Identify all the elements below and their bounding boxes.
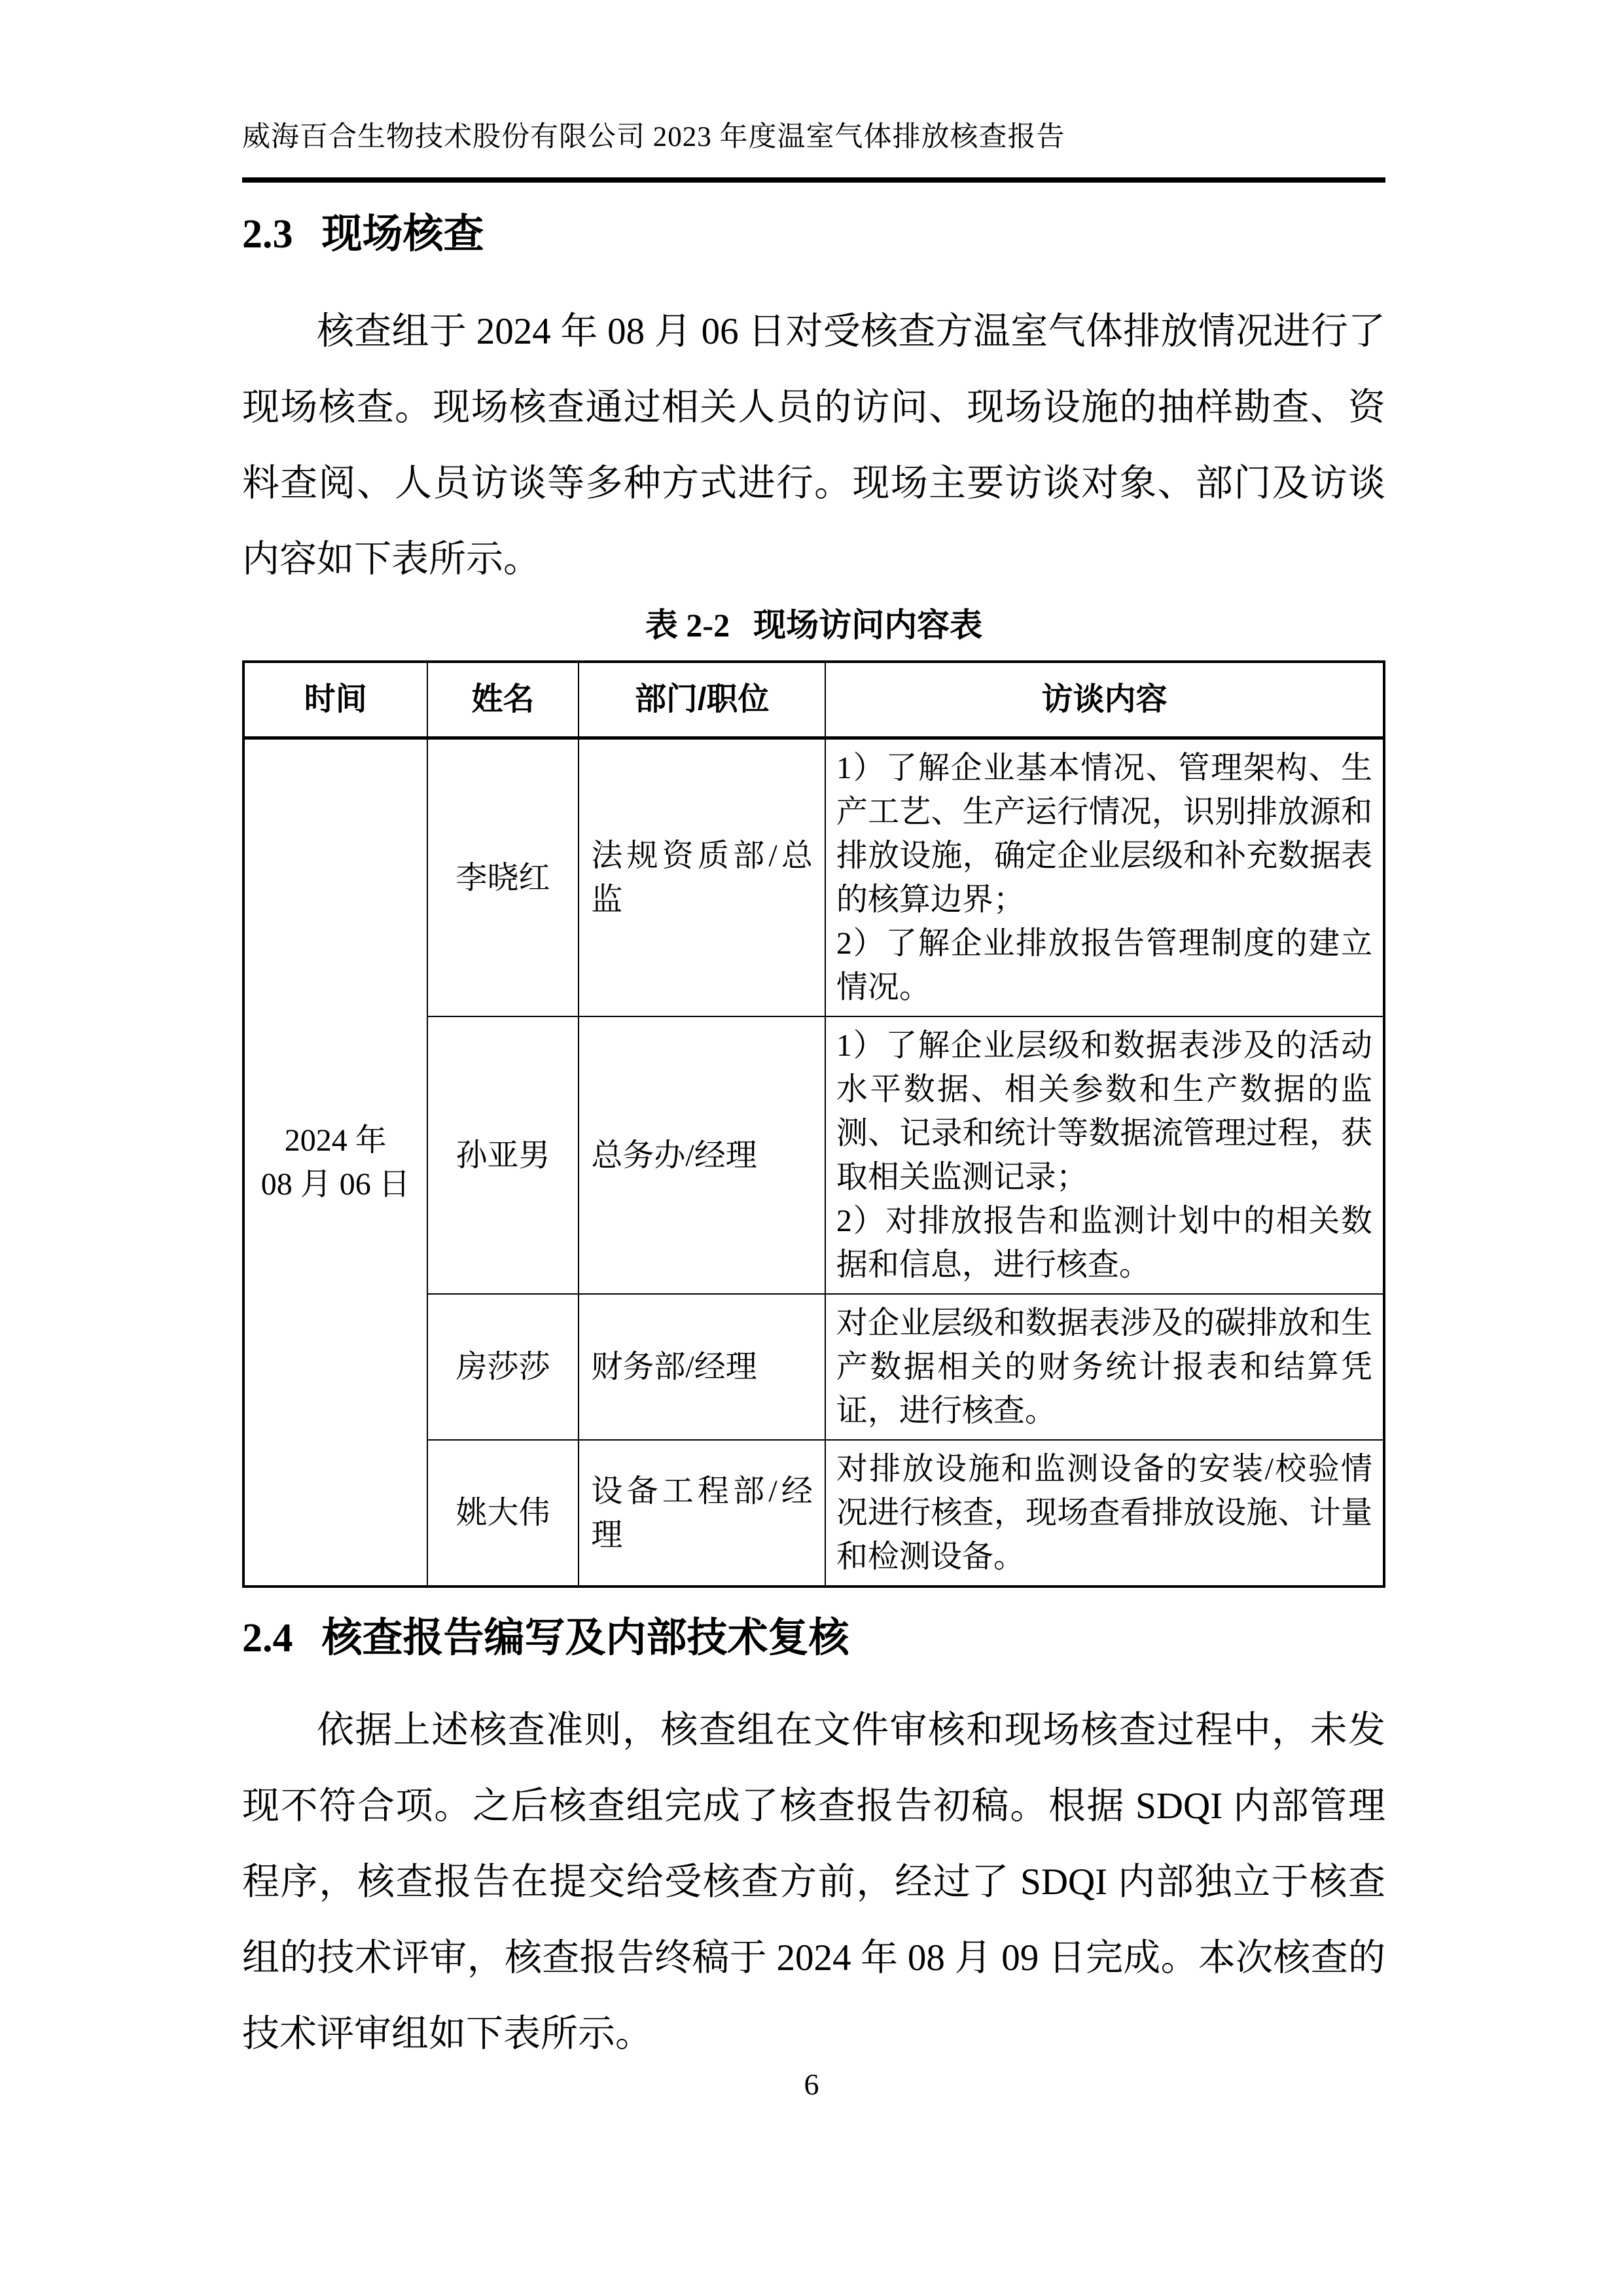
content-item: 2）了解企业排放报告管理制度的建立情况。 bbox=[836, 926, 1372, 1005]
content-item: 对企业层级和数据表涉及的碳排放和生产数据相关的财务统计报表和结算凭证，进行核查。 bbox=[836, 1306, 1372, 1428]
page-footer bbox=[0, 2067, 1623, 2102]
page-header bbox=[242, 0, 1385, 183]
table-caption bbox=[242, 604, 1385, 646]
site-visit-table bbox=[242, 660, 1385, 1588]
name-cell: 孙亚男 bbox=[427, 1016, 579, 1294]
page-number: 6 bbox=[804, 2068, 819, 2101]
header-rule bbox=[242, 177, 1385, 183]
name-cell: 房莎莎 bbox=[427, 1294, 579, 1440]
interview-content-cell bbox=[825, 738, 1384, 1017]
section-heading-2-4 bbox=[242, 1615, 1385, 1661]
content-item: 2）对排放报告和监测计划中的相关数据和信息，进行核查。 bbox=[836, 1204, 1372, 1282]
department-cell: 法规资质部/总监 bbox=[579, 738, 825, 1017]
name-cell: 李晓红 bbox=[427, 738, 579, 1017]
interview-content-cell bbox=[825, 1440, 1384, 1587]
paragraph-site-verification: 核查组于 2024 年 08 月 06 日对受核查方温室气体排放情况进行了现场核查。现场核查通过相关人员的访问、现场设施的抽样勘查、资料查阅、人员访谈等多种方式进行。现场主要访谈对象、部门及访谈内容如下表所示。 bbox=[242, 311, 1385, 580]
table-row bbox=[243, 738, 1384, 1017]
column-header-name: 姓名 bbox=[427, 662, 579, 738]
section-number-2-3: 2.3 bbox=[242, 212, 293, 257]
department-cell: 财务部/经理 bbox=[579, 1294, 825, 1440]
column-header-time: 时间 bbox=[243, 662, 427, 738]
content-item: 1）了解企业层级和数据表涉及的活动水平数据、相关参数和生产数据的监测、记录和统计等数据流管理过程，获取相关监测记录； bbox=[836, 1028, 1372, 1194]
section-heading-2-3 bbox=[242, 211, 1385, 257]
interview-content-cell bbox=[825, 1016, 1384, 1294]
paragraph-report-review: 依据上述核查准则，核查组在文件审核和现场核查过程中，未发现不符合项。之后核查组完成了核查报告初稿。根据 SDQI 内部管理程序，核查报告在提交给受核查方前，经过了 SDQI 内部独立于核查组的技术评审，核查报告终稿于 2024 年 08 月 09 日完成。本次核查的技术评审组如下表所示。 bbox=[242, 1710, 1385, 2054]
section-number-2-4: 2.4 bbox=[242, 1616, 293, 1660]
page-header-title: 威海百合生物技术股份有限公司 2023 年度温室气体排放核查报告 bbox=[242, 122, 1065, 152]
content-item: 1）了解企业基本情况、管理架构、生产工艺、生产运行情况，识别排放源和排放设施，确定企业层级和补充数据表的核算边界； bbox=[836, 751, 1372, 917]
section-title-2-3: 现场核查 bbox=[321, 211, 484, 257]
department-cell: 设备工程部/经理 bbox=[579, 1440, 825, 1587]
time-line-1: 2024 年 bbox=[284, 1123, 387, 1158]
content-item: 对排放设施和监测设备的安装/校验情况进行核查，现场查看排放设施、计量和检测设备。 bbox=[836, 1452, 1372, 1574]
time-line-2: 08 月 06 日 bbox=[260, 1167, 410, 1202]
table-caption-title: 现场访问内容表 bbox=[753, 607, 983, 643]
column-header-department: 部门/职位 bbox=[579, 662, 825, 738]
section-title-2-4: 核查报告编写及内部技术复核 bbox=[321, 1615, 849, 1660]
interview-content-cell bbox=[825, 1294, 1384, 1440]
name-cell: 姚大伟 bbox=[427, 1440, 579, 1587]
table-header-row bbox=[243, 662, 1384, 738]
time-cell bbox=[243, 738, 427, 1587]
department-cell: 总务办/经理 bbox=[579, 1016, 825, 1294]
document-body bbox=[242, 211, 1385, 2072]
table-caption-label: 表 2-2 bbox=[645, 607, 730, 643]
column-header-interview-content: 访谈内容 bbox=[825, 662, 1384, 738]
